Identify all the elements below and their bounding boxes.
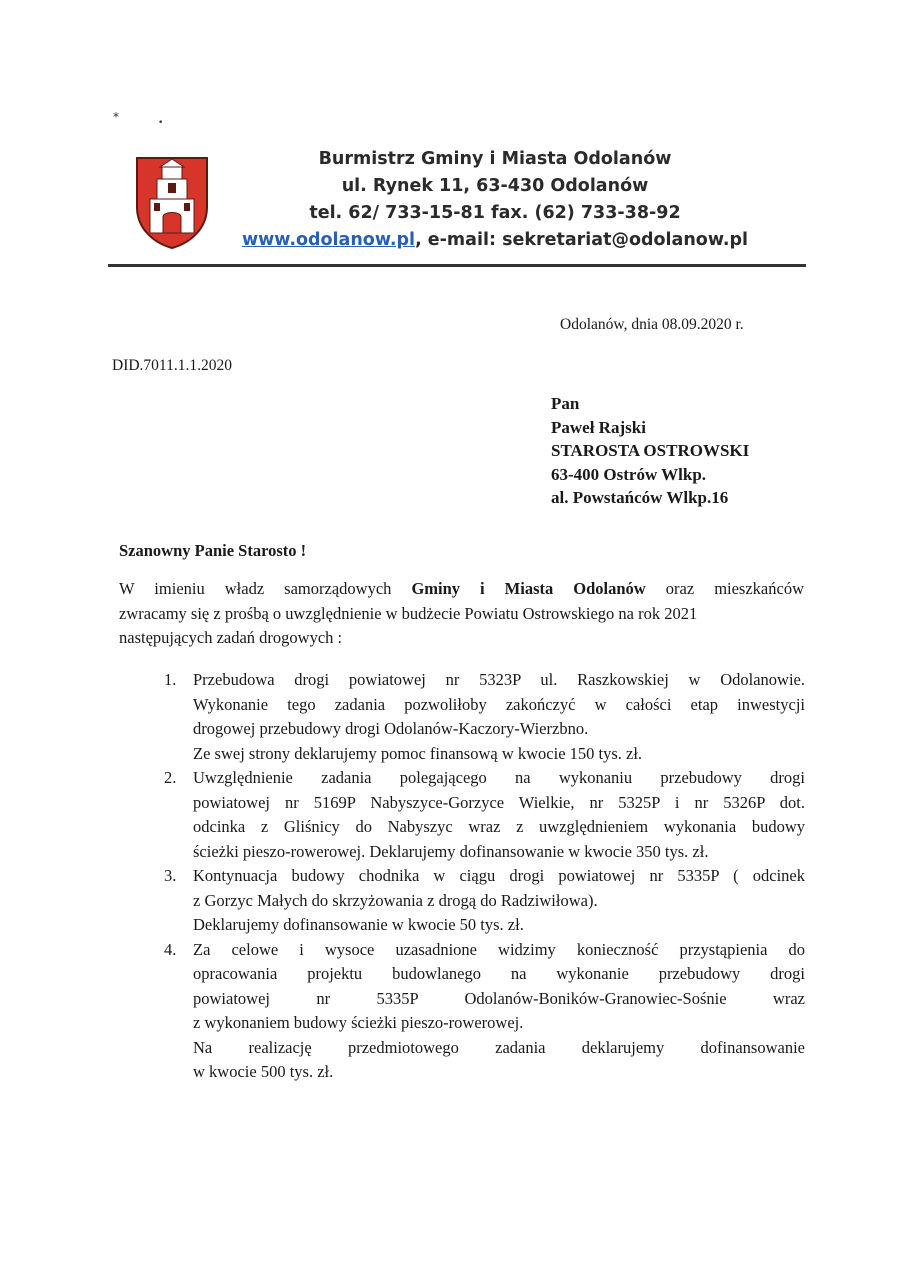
task-line: opracowania projektu budowlanego na wykonanie przebudowy drogi <box>193 964 805 983</box>
task-item <box>160 938 805 1085</box>
intro-paragraph <box>119 577 804 651</box>
header-divider <box>108 264 806 267</box>
task-line: powiatowej nr 5169P Nabyszyce-Gorzyce Wielkie, nr 5325P i nr 5326P dot. <box>193 792 805 812</box>
intro-text: oraz mieszkańców <box>645 579 804 598</box>
recipient-line: Pan <box>551 394 580 413</box>
task-line: ścieżki pieszo-rowerowej. Deklarujemy dofinansowanie w kwocie 350 tys. zł. <box>193 841 709 861</box>
task-number: 3. <box>164 866 177 885</box>
salutation: Szanowny Panie Starosto ! <box>119 541 307 560</box>
task-item <box>160 668 805 766</box>
task-item <box>160 864 805 938</box>
recipient-line: al. Powstańców Wlkp.16 <box>551 488 729 507</box>
recipient-line: 63-400 Ostrów Wlkp. <box>551 464 707 484</box>
task-line: Kontynuacja budowy chodnika w ciągu drogi powiatowej nr 5335P ( odcinek <box>193 866 805 885</box>
intro-line: następujących zadań drogowych : <box>119 628 343 647</box>
recipient-block <box>551 392 749 510</box>
letterhead-phone-fax: tel. 62/ 733-15-81 fax. (62) 733-38-92 <box>309 203 681 223</box>
task-line: Uwzględnienie zadania polegającego na wykonaniu przebudowy drogi <box>193 768 805 787</box>
task-number: 4. <box>164 939 177 959</box>
letterhead-address: ul. Rynek 11, 63-430 Odolanów <box>341 176 649 196</box>
task-line: z wykonaniem budowy ścieżki pieszo-rowerowej. <box>193 1013 524 1032</box>
task-line: odcinka z Gliśnicy do Nabyszyc wraz z uwzględnieniem wykonania budowy <box>193 817 805 836</box>
website-link[interactable]: www.odolanow.pl <box>241 230 416 250</box>
scan-speck: • <box>158 118 164 128</box>
task-list <box>160 668 805 1085</box>
letterhead-office: Burmistrz Gminy i Miasta Odolanów <box>318 149 672 169</box>
letterhead <box>240 146 750 254</box>
task-line: Deklarujemy dofinansowanie w kwocie 50 tys. zł. <box>193 915 524 934</box>
task-line: powiatowej nr 5335P Odolanów-Boników-Granowiec-Sośnie wraz <box>193 988 805 1008</box>
intro-line: zwracamy się z prośbą o uwzględnienie w budżecie Powiatu Ostrowskiego na rok 2021 <box>119 603 698 623</box>
task-number: 2. <box>164 768 177 787</box>
intro-line <box>119 577 804 602</box>
task-item <box>160 766 805 864</box>
recipient-line: Paweł Rajski <box>551 417 646 437</box>
letter-date: Odolanów, dnia 08.09.2020 r. <box>560 316 744 333</box>
task-line: Na realizację przedmiotowego zadania deklarujemy dofinansowanie <box>193 1037 805 1057</box>
task-line: Przebudowa drogi powiatowej nr 5323P ul. Raszkowskiej w Odolanowie. <box>193 670 805 689</box>
reference-number: DID.7011.1.1.2020 <box>112 357 232 374</box>
intro-emphasis: Gminy i Miasta Odolanów <box>411 579 646 598</box>
email-text: , e-mail: sekretariat@odolanow.pl <box>415 230 749 250</box>
letterhead-contact <box>240 227 750 254</box>
task-line: z Gorzyc Małych do skrzyżowania z drogą do Radziwiłowa). <box>193 890 598 910</box>
task-line: Wykonanie tego zadania pozwoliłoby zakończyć w całości etap inwestycji <box>193 694 805 714</box>
task-line: Ze swej strony deklarujemy pomoc finansową w kwocie 150 tys. zł. <box>193 743 643 763</box>
task-line: drogowej przebudowy drogi Odolanów-Kaczory-Wierzbno. <box>193 719 589 738</box>
task-line: w kwocie 500 tys. zł. <box>193 1062 334 1081</box>
task-line: Za celowe i wysoce uzasadnione widzimy konieczność przystąpienia do <box>193 939 805 959</box>
intro-text: W imieniu władz samorządowych <box>119 579 412 598</box>
recipient-line: STAROSTA OSTROWSKI <box>551 441 750 460</box>
task-number: 1. <box>164 670 177 689</box>
scan-speck: * <box>113 110 119 124</box>
coat-of-arms-icon <box>134 155 210 251</box>
